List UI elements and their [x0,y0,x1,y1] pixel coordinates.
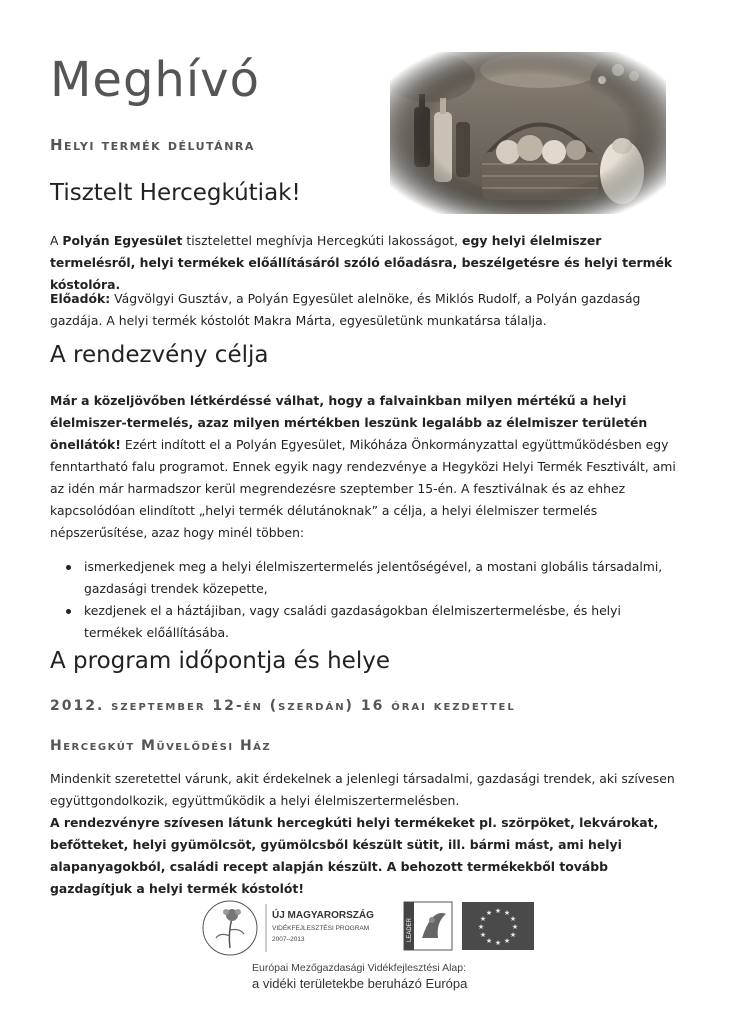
page-title: Meghívó [50,52,260,108]
speakers-paragraph: Előadók: Vágvölgyi Gusztáv, a Polyán Egyesület alelnöke, és Miklós Rudolf, a Polyán gazdaság gazdája. A helyi termék kóstolót Makra Márta, egyesületünk munkatársa tálalja. [50,291,641,328]
local-products-photo [390,52,666,214]
svg-text:★: ★ [494,907,502,915]
footer-fund-name: Európai Mezőgazdasági Vidékfejlesztési Alap: [252,962,467,974]
list-item: ismerkedjenek meg a helyi élelmiszertermelés jelentőségével, a mostani globális társadalmi, gazdasági trendek közepette, [50,556,680,600]
svg-text:★: ★ [511,923,519,931]
svg-text:★: ★ [485,937,493,945]
svg-text:★: ★ [479,931,487,939]
subtitle: Helyi termék délutánra [50,136,255,154]
sponsor-logos [200,898,540,958]
event-date: 2012. szeptember 12-én (szerdán) 16 órai kezdettel [50,698,516,714]
intro-paragraph: A Polyán Egyesület tisztelettel meghívja Hercegkúti lakosságot, egy helyi élelmiszer termelésről, helyi termékek előállításáról szóló előadásra, beszélgetésre és helyi termék kóstolóra. [50,233,673,292]
section-heading-program: A program időpontja és helye [50,648,390,674]
svg-text:ÚJ MAGYARORSZÁG: ÚJ MAGYARORSZÁG [272,910,374,921]
svg-text:★: ★ [479,915,487,923]
greeting-heading: Tisztelt Hercegkútiak! [50,180,301,206]
svg-text:LEADER: LEADER [407,917,413,942]
svg-text:★: ★ [503,937,511,945]
section-heading-goal: A rendezvény célja [50,342,269,368]
welcome-paragraph: Mindenkit szeretettel várunk, akit érdekelnek a jelenlegi társadalmi, gazdasági trendek, aki szívesen együttgondolkozik, együttműködik a helyi élelmiszertermelésben. A rendezvényre szívesen látunk hercegkúti helyi termékeket pl. szörpöket, lekvárokat, befőtteket, helyi gyümölcsöt, gyümölcsből készült sütit, ill. bármi mást, ami helyi alapanyagokból, családi recept alapján készült. A behozott termékekből tovább gazdagítjuk a helyi termék kóstolót! [50,771,675,896]
svg-text:2007–2013: 2007–2013 [272,936,305,943]
eu-flag-logo [462,902,534,950]
leader-logo [404,902,452,950]
goal-bullet-list [50,556,680,644]
goal-paragraph: Már a közeljövőben létkérdéssé válhat, hogy a falvainkban milyen mértékű a helyi élelmiszer-termelés, azaz milyen mértékben leszünk legalább az élelmiszer területén önellátók! Ezért indított el a Polyán Egyesület, Mikóháza Önkormányzattal együttműködésben egy fenntartható falu programot. Ennek egyik nagy rendezvénye a Hegyközi Helyi Termék Fesztivált, ami az idén már harmadszor kerül megrendezésre szeptember 15-én. A fesztiválnak és az ehhez kapcsolódóan elindított „helyi termék délutánoknak” a célja, a helyi élelmiszer termelés népszerűsítése, azaz hogy minél többen: [50,393,676,540]
svg-text:★: ★ [494,939,502,947]
svg-text:VIDÉKFEJLESZTÉSI PROGRAM: VIDÉKFEJLESZTÉSI PROGRAM [272,925,370,932]
svg-text:★: ★ [503,909,511,917]
list-item: kezdjenek el a háztájiban, vagy családi gazdaságokban élelmiszertermelésbe, és helyi termékek előállításába. [50,600,680,644]
umvp-flower-logo [203,901,257,955]
svg-text:★: ★ [485,909,493,917]
speakers-label: Előadók: [50,291,111,306]
svg-text:★: ★ [509,915,517,923]
svg-text:★: ★ [509,931,517,939]
footer-slogan: a vidéki területekbe beruházó Európa [252,976,468,991]
event-venue: Hercegkút Művelődési Ház [50,738,272,754]
svg-text:★: ★ [477,923,485,931]
